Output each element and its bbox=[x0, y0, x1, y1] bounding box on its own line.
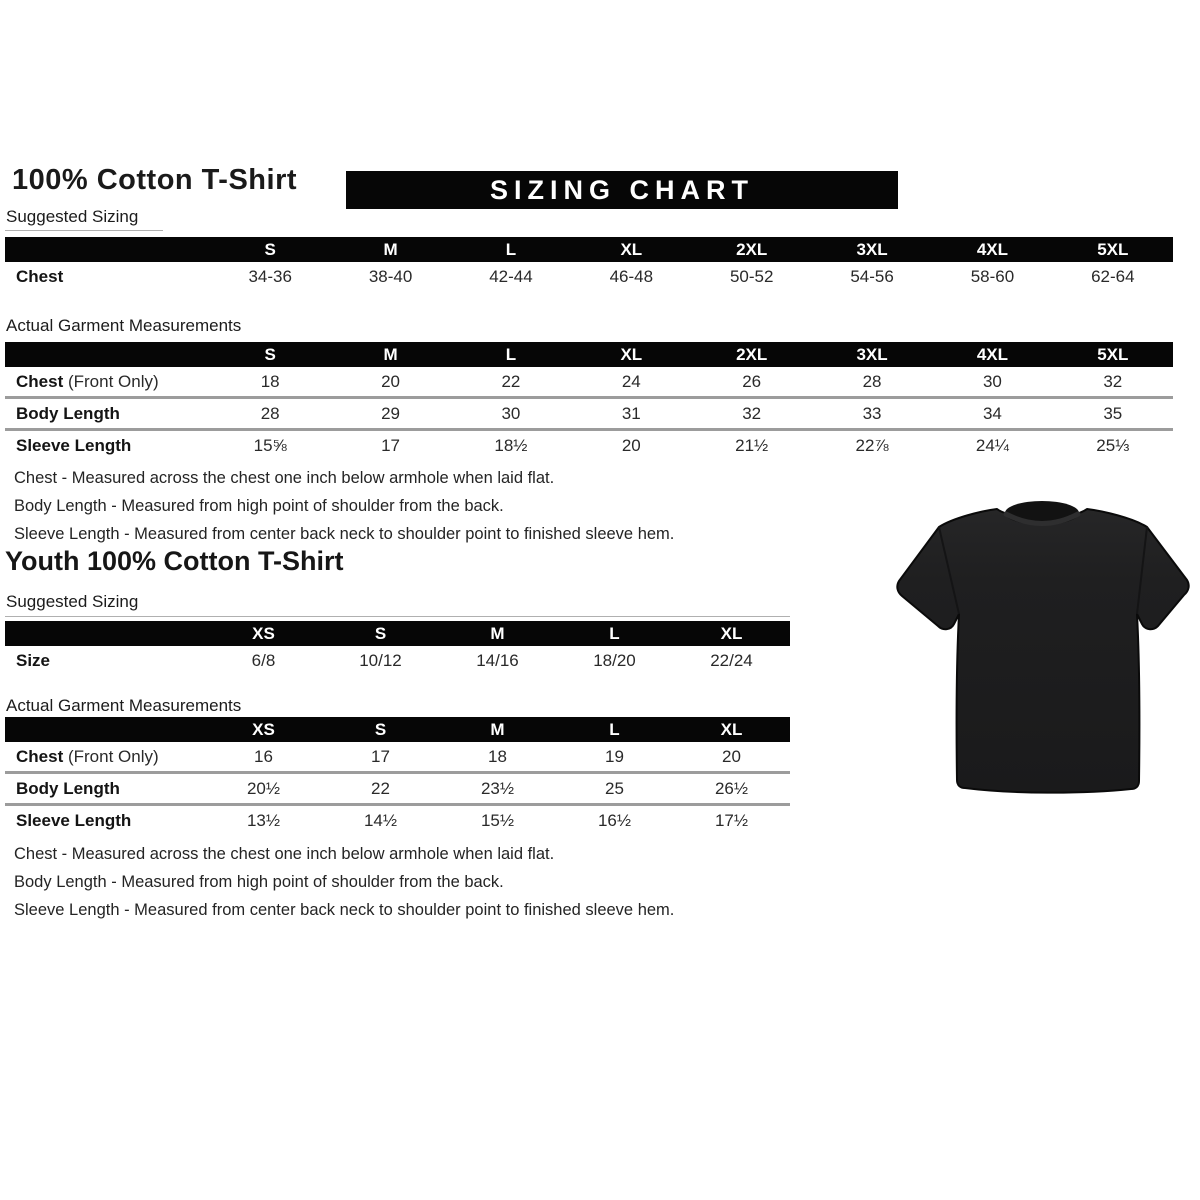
column-header: XL bbox=[673, 621, 790, 646]
table-cell: 34-36 bbox=[248, 266, 292, 286]
youth-actual-heading: Actual Garment Measurements bbox=[6, 696, 242, 715]
table-cell: 20 bbox=[722, 746, 741, 766]
header-spacer bbox=[5, 342, 210, 367]
table-cell: 32 bbox=[692, 398, 812, 430]
note-line: Chest - Measured across the chest one inch below armhole when laid flat. bbox=[14, 469, 555, 487]
header-spacer bbox=[5, 621, 205, 646]
table-row bbox=[5, 646, 790, 675]
table-row bbox=[5, 367, 1173, 398]
page-title: 100% Cotton T-Shirt bbox=[12, 164, 298, 196]
column-header: XL bbox=[571, 237, 691, 262]
column-header: S bbox=[210, 237, 330, 262]
row-label: Chest (Front Only) bbox=[16, 371, 159, 391]
column-header: 4XL bbox=[932, 237, 1052, 262]
row-label: Body Length bbox=[5, 773, 205, 805]
tshirt-graphic bbox=[893, 492, 1193, 797]
adult-actual-heading: Actual Garment Measurements bbox=[6, 316, 242, 335]
column-header: 4XL bbox=[932, 342, 1052, 367]
column-header: 5XL bbox=[1053, 237, 1173, 262]
column-header: 3XL bbox=[812, 237, 932, 262]
table-cell: 20 bbox=[381, 371, 401, 391]
row-label: Size bbox=[16, 650, 51, 670]
table-cell: 25⅓ bbox=[1053, 430, 1173, 461]
table-cell: 16½ bbox=[556, 805, 673, 836]
table-cell: 50-52 bbox=[729, 266, 774, 286]
column-header: XS bbox=[205, 621, 322, 646]
table-cell: 38-40 bbox=[368, 266, 413, 286]
table-cell: 10/12 bbox=[359, 650, 402, 670]
column-header: 2XL bbox=[692, 237, 812, 262]
column-header: M bbox=[330, 342, 450, 367]
row-label: Chest (Front Only) bbox=[16, 746, 159, 766]
table-cell: 18 bbox=[488, 746, 507, 766]
adult-actual-table bbox=[5, 342, 1173, 460]
row-label: Body Length bbox=[5, 398, 210, 430]
youth-actual-table bbox=[5, 717, 790, 835]
header-spacer bbox=[5, 717, 205, 742]
table-cell: 20½ bbox=[205, 773, 322, 805]
black-tshirt-image bbox=[893, 492, 1193, 802]
column-header: M bbox=[439, 717, 556, 742]
youth-measurement-notes bbox=[14, 844, 674, 928]
youth-suggested-table bbox=[5, 621, 790, 675]
table-cell: 26½ bbox=[673, 773, 790, 805]
table-cell: 54-56 bbox=[850, 266, 894, 286]
column-header: M bbox=[439, 621, 556, 646]
column-header: M bbox=[330, 237, 450, 262]
column-header: 3XL bbox=[812, 342, 932, 367]
table-cell: 13½ bbox=[205, 805, 322, 836]
table-cell: 23½ bbox=[439, 773, 556, 805]
table-row bbox=[5, 262, 1173, 291]
table-cell: 24 bbox=[621, 371, 641, 391]
table-cell: 17 bbox=[330, 430, 450, 461]
table-row bbox=[5, 430, 1173, 461]
table-cell: 28 bbox=[210, 398, 330, 430]
table-cell: 21½ bbox=[692, 430, 812, 461]
table-cell: 14/16 bbox=[476, 650, 519, 670]
table-cell: 31 bbox=[571, 398, 691, 430]
table-cell: 20 bbox=[571, 430, 691, 461]
column-header: S bbox=[322, 717, 439, 742]
row-label: Sleeve Length bbox=[5, 805, 205, 836]
row-label: Chest bbox=[16, 266, 64, 286]
table-cell: 46-48 bbox=[609, 266, 654, 286]
table-cell: 26 bbox=[742, 371, 762, 391]
table-cell: 42-44 bbox=[489, 266, 533, 286]
table-cell: 30 bbox=[451, 398, 571, 430]
adult-suggested-heading: Suggested Sizing bbox=[6, 207, 139, 226]
column-header: XL bbox=[571, 342, 691, 367]
adult-suggested-table bbox=[5, 237, 1173, 291]
column-header: L bbox=[556, 717, 673, 742]
youth-title: Youth 100% Cotton T-Shirt bbox=[5, 546, 344, 576]
table-cell: 34 bbox=[932, 398, 1052, 430]
heading-underline bbox=[5, 230, 163, 231]
note-line: Chest - Measured across the chest one inch below armhole when laid flat. bbox=[14, 845, 555, 863]
table-cell: 32 bbox=[1103, 371, 1123, 391]
note-line: Body Length - Measured from high point of shoulder from the back. bbox=[14, 497, 504, 515]
column-header: 2XL bbox=[692, 342, 812, 367]
note-line: Body Length - Measured from high point of shoulder from the back. bbox=[14, 873, 504, 891]
table-row bbox=[5, 398, 1173, 430]
table-cell: 15½ bbox=[439, 805, 556, 836]
table-cell: 24¼ bbox=[932, 430, 1052, 461]
table-cell: 22 bbox=[501, 371, 521, 391]
youth-suggested-heading: Suggested Sizing bbox=[6, 592, 139, 611]
table-cell: 17 bbox=[371, 746, 390, 766]
table-header-row bbox=[5, 342, 1173, 367]
table-header-row bbox=[5, 717, 790, 742]
column-header: S bbox=[322, 621, 439, 646]
table-cell: 19 bbox=[605, 746, 624, 766]
column-header: L bbox=[556, 621, 673, 646]
table-cell: 58-60 bbox=[970, 266, 1015, 286]
table-cell: 18 bbox=[260, 371, 280, 391]
column-header: XS bbox=[205, 717, 322, 742]
table-cell: 22 bbox=[322, 773, 439, 805]
table-cell: 16 bbox=[254, 746, 273, 766]
table-cell: 22⅞ bbox=[812, 430, 932, 461]
table-cell: 6/8 bbox=[251, 650, 276, 670]
header-spacer bbox=[5, 237, 210, 262]
table-cell: 15⅝ bbox=[210, 430, 330, 461]
column-header: 5XL bbox=[1053, 342, 1173, 367]
table-cell: 25 bbox=[556, 773, 673, 805]
table-cell: 18½ bbox=[451, 430, 571, 461]
sizing-chart-banner: SIZING CHART bbox=[346, 171, 898, 209]
column-header: L bbox=[451, 342, 571, 367]
table-cell: 35 bbox=[1053, 398, 1173, 430]
table-cell: 14½ bbox=[322, 805, 439, 836]
table-row bbox=[5, 742, 790, 773]
table-cell: 28 bbox=[862, 371, 882, 391]
table-row bbox=[5, 805, 790, 836]
table-cell: 18/20 bbox=[593, 650, 636, 670]
table-cell: 33 bbox=[812, 398, 932, 430]
table-cell: 30 bbox=[982, 371, 1002, 391]
table-cell: 62-64 bbox=[1091, 266, 1135, 286]
column-header: XL bbox=[673, 717, 790, 742]
note-line: Sleeve Length - Measured from center back neck to shoulder point to finished sleeve hem. bbox=[14, 901, 675, 919]
row-label: Sleeve Length bbox=[5, 430, 210, 461]
table-cell: 17½ bbox=[673, 805, 790, 836]
table-header-row bbox=[5, 621, 790, 646]
heading-underline bbox=[5, 616, 790, 617]
adult-measurement-notes bbox=[14, 468, 674, 552]
table-cell: 22/24 bbox=[710, 650, 753, 670]
note-line: Sleeve Length - Measured from center back neck to shoulder point to finished sleeve hem. bbox=[14, 525, 675, 543]
column-header: L bbox=[451, 237, 571, 262]
table-header-row bbox=[5, 237, 1173, 262]
table-cell: 29 bbox=[330, 398, 450, 430]
column-header: S bbox=[210, 342, 330, 367]
table-row bbox=[5, 773, 790, 805]
